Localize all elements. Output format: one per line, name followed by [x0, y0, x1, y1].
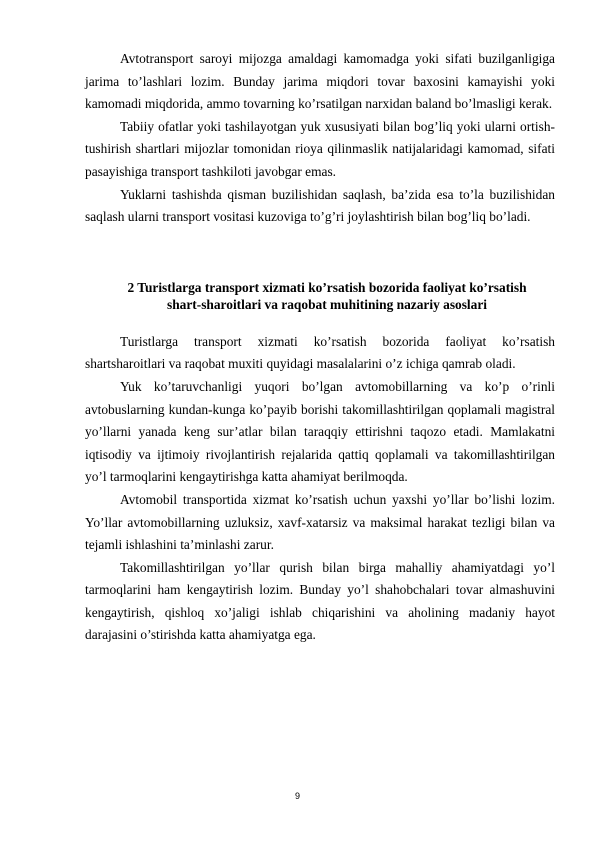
paragraph: Turistlarga transport xizmati ko’rsatish bozorida faoliyat ko’rsatish shartsharoitlari va raqobat muxiti quyidagi masalalarini o’z ichiga qamrab oladi. [85, 333, 555, 372]
paragraph: Takomillashtirilgan yo’llar qurish bilan birga mahalliy ahamiyatdagi yo’l tarmoqlarini ham kengaytirish lozim. Bunday yo’l shahobchalari tovar almashuvini kengaytirish, qishloq xo’jaligi ishlab chiqarishini va aholining madaniy hayot darajasini o’stirishda katta ahamiyatga ega. [85, 559, 555, 643]
paragraph: Avtomobil transportida xizmat ko’rsatish uchun yaxshi yo’llar bo’lishi lozim. Yo’llar avtomobillarning uzluksiz, xavf-xatarsiz va maksimal harakat tezligi bilan va tejamli ishlashini ta’minlashi zarur. [85, 491, 555, 553]
section-heading [85, 279, 555, 313]
section-heading-line-2: shart-sharoitlari va raqobat muhitining nazariy asoslari [166, 296, 488, 312]
paragraph: Tabiiy ofatlar yoki tashilayotgan yuk xususiyati bilan bog’liq yoki ularni ortish-tushirish shartlari mijozlar tomonidan rioya qilinmaslik natijalaridagi kamomad, sifati pasayishiga transport tashkiloti javobgar emas. [85, 118, 555, 179]
section-spacer [85, 313, 555, 331]
paragraph: Avtotransport saroyi mijozga amaldagi kamomadga yoki sifati buzilganligiga jarima to’lashlari lozim. Bunday jarima miqdori tovar baxosini kamayishi yoki kamomadi miqdorida, ammo tovarning ko’rsatilgan narxidan baland bo’lmasligi kerak. [85, 51, 555, 112]
paragraph: Yuk ko’taruvchanligi yuqori bo’lgan avtomobillarning va ko’p o’rinli avtobuslarning kundan-kunga ko’payib borishi takomillashtirilgan qoplamali magistral yo’llarni yanada keng sur’atlar bilan taraqqiy ettirishni taqozo etadi. Mamlakatni iqtisodiy va ijtimoiy rivojlantirish rejalarida qattiq qoplamali va takomillashtirilgan yo’l tarmoqlarini kengaytirishga katta ahamiyat berilmoqda. [85, 378, 555, 485]
page-number: 9 [294, 791, 300, 801]
section-spacer [85, 229, 555, 279]
document-page [85, 48, 555, 647]
section-heading-line-1: 2 Turistlarga transport xizmati ko’rsatish bozorida faoliyat ko’rsatish [127, 279, 527, 295]
paragraph: Yuklarni tashishda qisman buzilishidan saqlash, ba’zida esa to’la buzilishidan saqlash ularni transport vositasi kuzoviga to’g’ri joylashtirish bilan bog’liq bo’ladi. [85, 186, 555, 225]
